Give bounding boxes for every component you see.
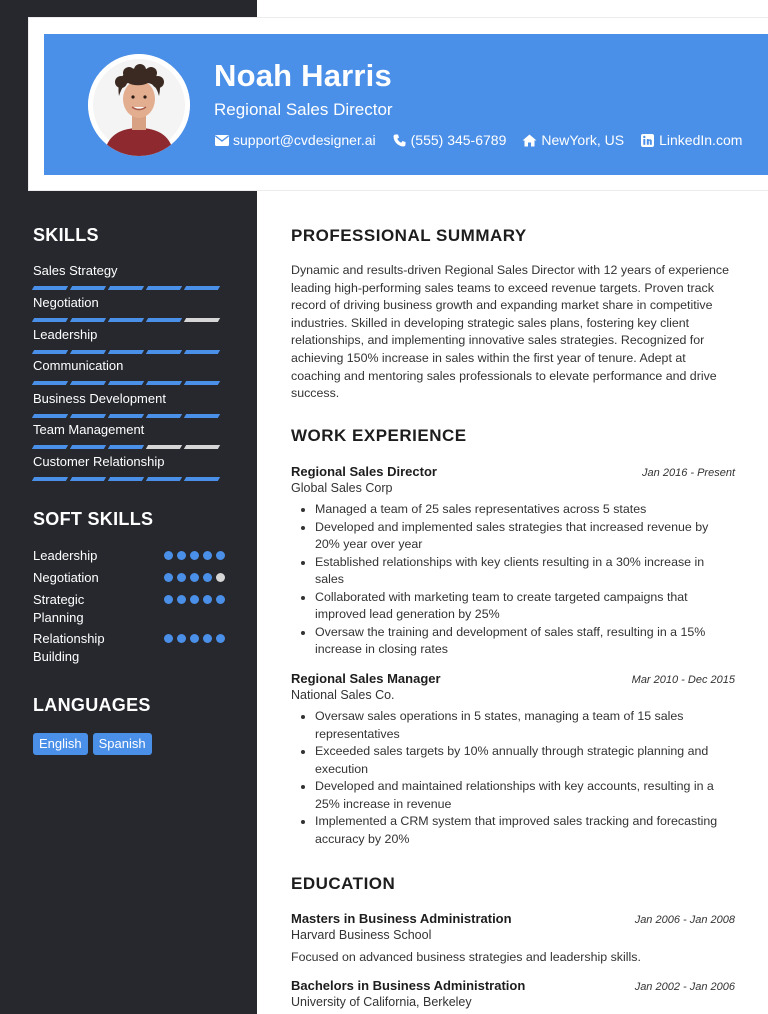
soft-skill-label: Negotiation bbox=[33, 570, 99, 585]
skill-level-segment bbox=[32, 286, 68, 290]
skill-level-segment bbox=[70, 286, 106, 290]
job-bullets bbox=[291, 501, 735, 659]
skill-item bbox=[33, 327, 223, 354]
language-badge: English bbox=[33, 733, 88, 755]
skill-level-segment bbox=[32, 318, 68, 322]
job-bullet: • Developed and implemented sales strategies that increased revenue by 20% year over year bbox=[315, 519, 735, 554]
rating-dot bbox=[190, 595, 199, 604]
contact-email[interactable] bbox=[214, 132, 376, 148]
education-description: Focused on advanced business strategies and leadership skills. bbox=[291, 950, 641, 964]
education-entry bbox=[291, 910, 735, 966]
skill-level-segment bbox=[108, 350, 144, 354]
experience-heading: WORK EXPERIENCE bbox=[291, 426, 467, 445]
skill-level-segment bbox=[70, 414, 106, 418]
skill-level-segment bbox=[108, 381, 144, 385]
rating-dot bbox=[203, 573, 212, 582]
language-badge: Spanish bbox=[93, 733, 152, 755]
rating-dot bbox=[216, 595, 225, 604]
skill-level-bar bbox=[33, 350, 223, 354]
rating-dot bbox=[164, 551, 173, 560]
contact-linkedin[interactable] bbox=[640, 132, 742, 148]
rating-dot bbox=[177, 573, 186, 582]
soft-skill-rating bbox=[164, 547, 225, 565]
job-bullet: • Established relationships with key clients resulting in a 30% increase in sales bbox=[315, 554, 735, 589]
skill-level-segment bbox=[184, 381, 220, 385]
education-dates: Jan 2006 - Jan 2008 bbox=[634, 914, 735, 926]
skill-level-segment bbox=[146, 381, 182, 385]
rating-dot bbox=[190, 634, 199, 643]
experience-entry bbox=[291, 463, 735, 659]
company-name: Global Sales Corp bbox=[291, 481, 393, 495]
skill-label: Communication bbox=[33, 358, 124, 373]
skill-level-segment bbox=[146, 477, 182, 481]
skill-item bbox=[33, 391, 223, 418]
skill-level-segment bbox=[70, 350, 106, 354]
contact-location bbox=[522, 132, 624, 148]
degree-name: Masters in Business Administration bbox=[291, 911, 512, 926]
education-dates: Jan 2002 - Jan 2006 bbox=[634, 981, 735, 993]
job-bullet: • Oversaw the training and development of sales staff, resulting in a 15% increase in closing rates bbox=[315, 624, 735, 659]
skill-level-bar bbox=[33, 477, 223, 481]
soft-skill-rating bbox=[164, 591, 225, 627]
education-heading: EDUCATION bbox=[291, 874, 396, 893]
job-bullet: • Oversaw sales operations in 5 states, managing a team of 15 sales representatives bbox=[315, 708, 735, 743]
languages-heading: LANGUAGES bbox=[33, 695, 151, 715]
school-name: Harvard Business School bbox=[291, 928, 432, 942]
skill-label: Negotiation bbox=[33, 295, 99, 310]
skill-item bbox=[33, 358, 223, 385]
skill-level-segment bbox=[146, 318, 182, 322]
experience-entry bbox=[291, 670, 735, 848]
soft-skill-label: Strategic Planning bbox=[33, 592, 85, 625]
skill-label: Customer Relationship bbox=[33, 454, 165, 469]
soft-skill-rating bbox=[164, 630, 225, 666]
skill-level-segment bbox=[184, 414, 220, 418]
job-bullet: • Implemented a CRM system that improved sales tracking and forecasting accuracy by 20% bbox=[315, 813, 735, 848]
rating-dot bbox=[190, 551, 199, 560]
soft-skill-item bbox=[33, 591, 225, 627]
contact-phone-text: (555) 345-6789 bbox=[410, 132, 507, 148]
skill-level-segment bbox=[32, 381, 68, 385]
skill-level-bar bbox=[33, 318, 223, 322]
contact-email-text: support@cvdesigner.ai bbox=[233, 132, 376, 148]
contact-info bbox=[214, 132, 758, 148]
skill-item bbox=[33, 454, 223, 481]
rating-dot bbox=[164, 634, 173, 643]
job-title: Regional Sales Director bbox=[214, 100, 393, 119]
skill-level-bar bbox=[33, 414, 223, 418]
skill-item bbox=[33, 422, 223, 449]
soft-skill-label: Relationship Building bbox=[33, 631, 105, 664]
skill-level-bar bbox=[33, 445, 223, 449]
avatar bbox=[88, 54, 190, 156]
skill-level-bar bbox=[33, 381, 223, 385]
job-role: Regional Sales Director bbox=[291, 464, 437, 479]
skill-level-segment bbox=[32, 350, 68, 354]
rating-dot bbox=[177, 551, 186, 560]
rating-dot bbox=[216, 551, 225, 560]
language-list bbox=[33, 733, 152, 755]
soft-skill-item bbox=[33, 547, 225, 565]
skill-level-segment bbox=[70, 381, 106, 385]
skill-level-segment bbox=[184, 318, 220, 322]
skill-level-segment bbox=[70, 477, 106, 481]
degree-name: Bachelors in Business Administration bbox=[291, 978, 526, 993]
rating-dot bbox=[203, 634, 212, 643]
skill-label: Business Development bbox=[33, 391, 166, 406]
envelope-icon bbox=[214, 133, 229, 148]
rating-dot bbox=[190, 573, 199, 582]
home-icon bbox=[522, 133, 537, 148]
contact-phone[interactable] bbox=[392, 132, 507, 148]
job-bullet: • Exceeded sales targets by 10% annually through strategic planning and execution bbox=[315, 743, 735, 778]
skill-item bbox=[33, 295, 223, 322]
rating-dot bbox=[164, 595, 173, 604]
job-bullets bbox=[291, 708, 735, 848]
rating-dot bbox=[216, 634, 225, 643]
job-bullet: • Developed and maintained relationships with key accounts, resulting in a 25% increase in revenue bbox=[315, 778, 735, 813]
summary-text: Dynamic and results-driven Regional Sales Director with 12 years of experience leading high-performing sales teams to exceed revenue targets. Proven track record of driving business growth and expanding market share in competitive industries. Skilled in developing strategic sales plans, fostering key client relationships, and implementing innovative sales strategies. Recognized for achieving 150% increase in sales within the first year of tenure. Adept at coaching and mentoring sales professionals to elevate performance and drive success. bbox=[291, 263, 730, 401]
skill-level-segment bbox=[184, 286, 220, 290]
skill-level-segment bbox=[184, 477, 220, 481]
skill-level-segment bbox=[184, 350, 220, 354]
profile-photo bbox=[88, 54, 190, 156]
school-name: University of California, Berkeley bbox=[291, 995, 472, 1009]
skill-level-segment bbox=[146, 414, 182, 418]
rating-dot bbox=[216, 573, 225, 582]
skill-label: Team Management bbox=[33, 422, 145, 437]
job-bullet: • Managed a team of 25 sales representatives across 5 states bbox=[315, 501, 735, 519]
education-entry bbox=[291, 977, 735, 1011]
skill-level-segment bbox=[108, 477, 144, 481]
skill-label: Sales Strategy bbox=[33, 263, 118, 278]
skill-level-segment bbox=[184, 445, 220, 449]
soft-skill-item bbox=[33, 630, 225, 666]
skill-level-segment bbox=[146, 350, 182, 354]
summary-heading: PROFESSIONAL SUMMARY bbox=[291, 226, 527, 245]
contact-location-text: NewYork, US bbox=[541, 132, 625, 148]
skill-level-segment bbox=[32, 445, 68, 449]
rating-dot bbox=[203, 595, 212, 604]
rating-dot bbox=[177, 595, 186, 604]
rating-dot bbox=[203, 551, 212, 560]
soft-skill-item bbox=[33, 569, 225, 587]
skill-level-segment bbox=[70, 445, 106, 449]
job-role: Regional Sales Manager bbox=[291, 671, 441, 686]
skill-item bbox=[33, 263, 223, 290]
skill-level-segment bbox=[108, 318, 144, 322]
rating-dot bbox=[164, 573, 173, 582]
skill-label: Leadership bbox=[33, 327, 98, 342]
soft-skill-rating bbox=[164, 569, 225, 587]
skill-level-segment bbox=[108, 445, 144, 449]
skill-level-segment bbox=[146, 286, 182, 290]
soft-skill-label: Leadership bbox=[33, 548, 98, 563]
skill-level-segment bbox=[146, 445, 182, 449]
job-dates: Jan 2016 - Present bbox=[642, 467, 735, 479]
company-name: National Sales Co. bbox=[291, 688, 395, 702]
soft-skills-heading: SOFT SKILLS bbox=[33, 509, 154, 529]
skill-level-segment bbox=[32, 477, 68, 481]
contact-linkedin-text: LinkedIn.com bbox=[659, 132, 743, 148]
phone-icon bbox=[392, 133, 407, 148]
skill-level-segment bbox=[70, 318, 106, 322]
skills-heading: SKILLS bbox=[33, 225, 99, 245]
job-dates: Mar 2010 - Dec 2015 bbox=[631, 674, 735, 686]
skill-level-bar bbox=[33, 286, 223, 290]
job-bullet: • Collaborated with marketing team to create targeted campaigns that improved lead generation by 25% bbox=[315, 589, 735, 624]
skill-level-segment bbox=[108, 286, 144, 290]
skill-level-segment bbox=[108, 414, 144, 418]
skill-level-segment bbox=[32, 414, 68, 418]
rating-dot bbox=[177, 634, 186, 643]
candidate-name: Noah Harris bbox=[214, 58, 392, 93]
linkedin-icon bbox=[640, 133, 655, 148]
